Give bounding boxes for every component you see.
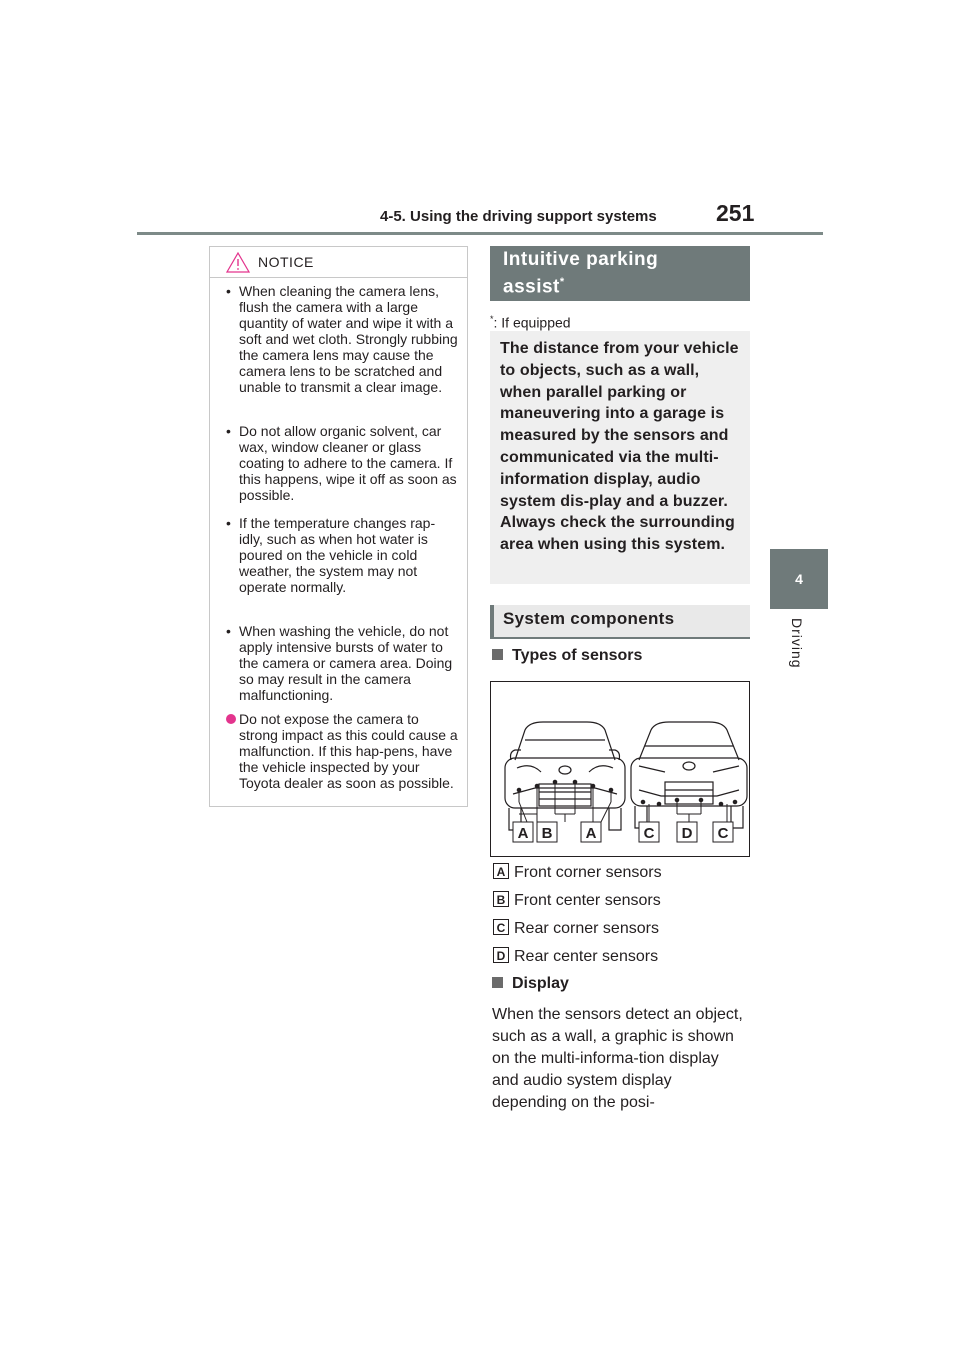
figure-label-a: A (585, 825, 597, 842)
subheading-text: Display (512, 975, 569, 992)
section-heading-intuitive-parking-assist (490, 246, 750, 301)
chapter-number: 4 (795, 571, 803, 587)
subheading-text: Types of sensors (512, 647, 643, 664)
section-heading-text (503, 249, 658, 298)
page-number: 251 (716, 200, 755, 226)
chapter-tab (770, 549, 828, 609)
footnote-mark: * (490, 314, 494, 324)
subheading-display (492, 975, 569, 993)
car-sensors-illustration (491, 682, 749, 856)
square-bullet-icon (492, 649, 503, 660)
rear-car-icon (631, 722, 747, 828)
footnote (490, 314, 571, 331)
notice-dot-text: Do not expose the camera to strong impact as this could cause a malfunction. If this hap-pens, have the vehicle inspected by your Toyota dealer as soon as possible. (239, 711, 458, 791)
heading-line-2: assist (503, 276, 560, 298)
legend-key: B (493, 891, 509, 907)
notice-bullet-text: Do not allow organic solvent, car wax, window cleaner or glass coating to adhere to the camera. If this happens, wipe it off as soon as possible. (239, 423, 457, 503)
display-description: When the sensors detect an object, such as a wall, a graphic is shown on the multi-informa-tion display and audio system display depending on the posi- (492, 1006, 743, 1111)
legend-item (493, 891, 661, 909)
section-heading-system-components (490, 605, 750, 638)
legend-text: Rear center sensors (514, 948, 659, 965)
section-heading-text: System components (503, 609, 675, 628)
notice-bullet-text: If the temperature changes rap-idly, such as when hot water is poured on the vehicle in cold weather, the system may not operate normally. (239, 515, 436, 595)
warning-triangle-icon (226, 252, 250, 273)
legend-text: Front center sensors (514, 892, 661, 909)
heading-rule (490, 637, 750, 639)
notice-title: NOTICE (258, 254, 314, 270)
notice-dot-item (226, 711, 458, 791)
notice-bullet: • When washing the vehicle, do not apply intensive bursts of water to the camera or camera area. Doing so may result in the camera malfunctioning. (226, 623, 458, 703)
intro-box (490, 331, 750, 584)
figure-label-a: A (517, 825, 529, 842)
legend-item (493, 863, 662, 881)
subheading-types-of-sensors (492, 647, 642, 665)
notice-header (210, 247, 467, 278)
footnote-text: : If equipped (493, 314, 571, 331)
legend-item (493, 919, 659, 937)
heading-line-1: Intuitive parking (503, 249, 659, 270)
bullet-dot-icon (226, 714, 236, 724)
legend-text: Front corner sensors (514, 864, 662, 881)
notice-box (209, 246, 468, 807)
figure-label-d: D (681, 825, 693, 842)
notice-bullet-text: When cleaning the camera lens, flush the camera with a large quantity of water and wipe it with a soft and wet cloth. Strongly rubbing the camera lens may cause the camera lens to be scratched and unable to transmit a clear image. (239, 283, 458, 395)
figure-label-c: C (717, 825, 729, 842)
figure-label-c: C (643, 825, 655, 842)
intro-text: The distance from your vehicle to objects, such as a wall, when parallel parking or maneuvering into a garage is measured by the sensors and communicated via the multi-information display, audio system dis-play and a buzzer. Always check the surrounding area when using this system. (500, 340, 739, 554)
figure-label-b: B (541, 825, 553, 842)
notice-bullet-text: When washing the vehicle, do not apply intensive bursts of water to the camera or camera area. Doing so may result in the camera malfunctioning. (239, 623, 453, 703)
legend-key: A (493, 863, 509, 879)
legend-item (493, 947, 658, 965)
legend-text: Rear corner sensors (514, 920, 659, 937)
legend-key: D (493, 947, 509, 963)
sensor-diagram (490, 681, 750, 857)
notice-bullet: • If the temperature changes rap-idly, such as when hot water is poured on the vehicle in cold weather, the system may not operate normally. (226, 515, 458, 595)
header-rule (137, 232, 823, 235)
chapter-label: Driving (789, 618, 805, 669)
square-bullet-icon (492, 977, 503, 988)
section-title: 4-5. Using the driving support systems (380, 208, 657, 225)
notice-bullet: • When cleaning the camera lens, flush the camera with a large quantity of water and wipe it with a soft and wet cloth. Strongly rubbing the camera lens may cause the camera lens to be scratched and unable to transmit a clear image. (226, 283, 458, 395)
heading-asterisk: * (559, 276, 565, 288)
legend-key: C (493, 919, 509, 935)
notice-bullet: • Do not allow organic solvent, car wax, window cleaner or glass coating to adhere to the camera. If this happens, wipe it off as soon as possible. (226, 423, 457, 503)
